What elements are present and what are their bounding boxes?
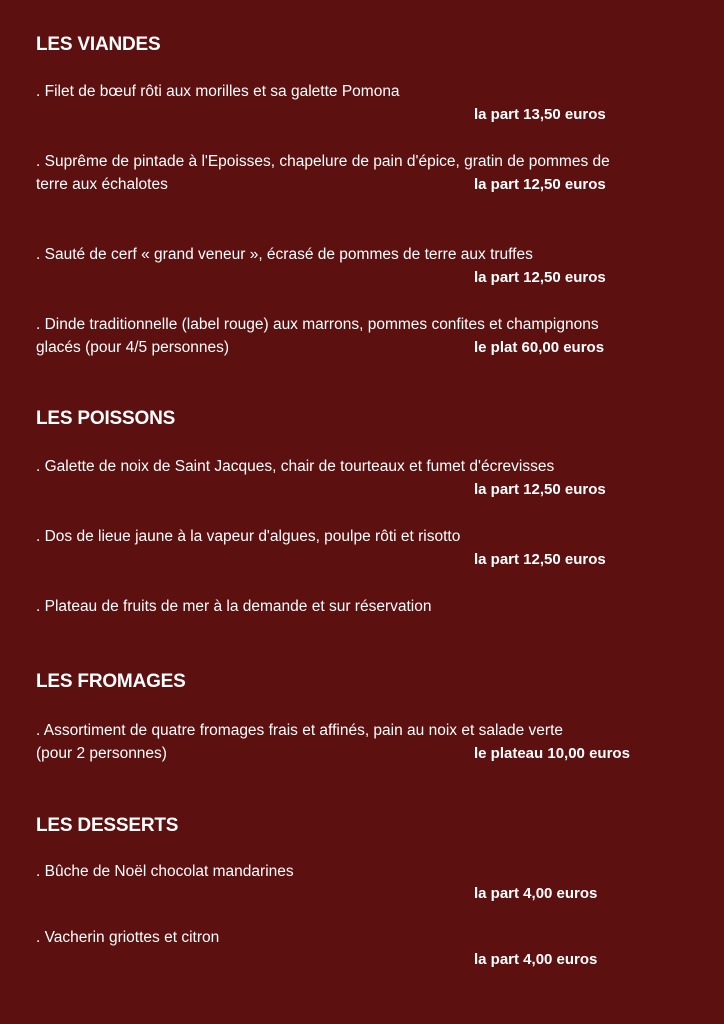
menu-item-price: le plateau 10,00 euros bbox=[474, 745, 630, 762]
menu-item-price: la part 12,50 euros bbox=[474, 176, 606, 193]
menu-item-text: . Bûche de Noël chocolat mandarines bbox=[36, 863, 294, 880]
section-title-viandes: LES VIANDES bbox=[36, 34, 161, 55]
menu-item-text: (pour 2 personnes) bbox=[36, 745, 167, 762]
section-title-desserts: LES DESSERTS bbox=[36, 815, 179, 836]
menu-item-price: la part 4,00 euros bbox=[474, 885, 598, 902]
menu-item-text: . Assortiment de quatre fromages frais et affinés, pain au noix et salade verte bbox=[36, 722, 564, 739]
menu-item-price: la part 4,00 euros bbox=[474, 951, 598, 968]
section-title-fromages: LES FROMAGES bbox=[36, 671, 186, 692]
menu-item-price: le plat 60,00 euros bbox=[474, 339, 605, 356]
menu-item-text: . Suprême de pintade à l'Epoisses, chapelure de pain d'épice, gratin de pommes de bbox=[36, 153, 610, 170]
menu-item-price: la part 12,50 euros bbox=[474, 481, 606, 498]
menu-item-text: . Sauté de cerf « grand veneur », écrasé de pommes de terre aux truffes bbox=[36, 246, 533, 263]
menu-item-text: terre aux échalotes bbox=[36, 176, 168, 193]
menu-item-text: . Dos de lieue jaune à la vapeur d'algues, poulpe rôti et risotto bbox=[36, 528, 461, 545]
menu-item-price: la part 12,50 euros bbox=[474, 269, 606, 286]
section-title-poissons: LES POISSONS bbox=[36, 408, 176, 429]
menu-item-text: . Plateau de fruits de mer à la demande et sur réservation bbox=[36, 598, 432, 615]
menu-item-text: glacés (pour 4/5 personnes) bbox=[36, 339, 230, 356]
menu-item-price: la part 13,50 euros bbox=[474, 106, 606, 123]
menu-item-text: . Filet de bœuf rôti aux morilles et sa galette Pomona bbox=[36, 83, 400, 100]
menu-item-text: . Vacherin griottes et citron bbox=[36, 929, 220, 946]
menu-item-price: la part 12,50 euros bbox=[474, 551, 606, 568]
menu-item-text: . Galette de noix de Saint Jacques, chair de tourteaux et fumet d'écrevisses bbox=[36, 458, 555, 475]
menu-item-text: . Dinde traditionnelle (label rouge) aux marrons, pommes confites et champignons bbox=[36, 316, 599, 333]
